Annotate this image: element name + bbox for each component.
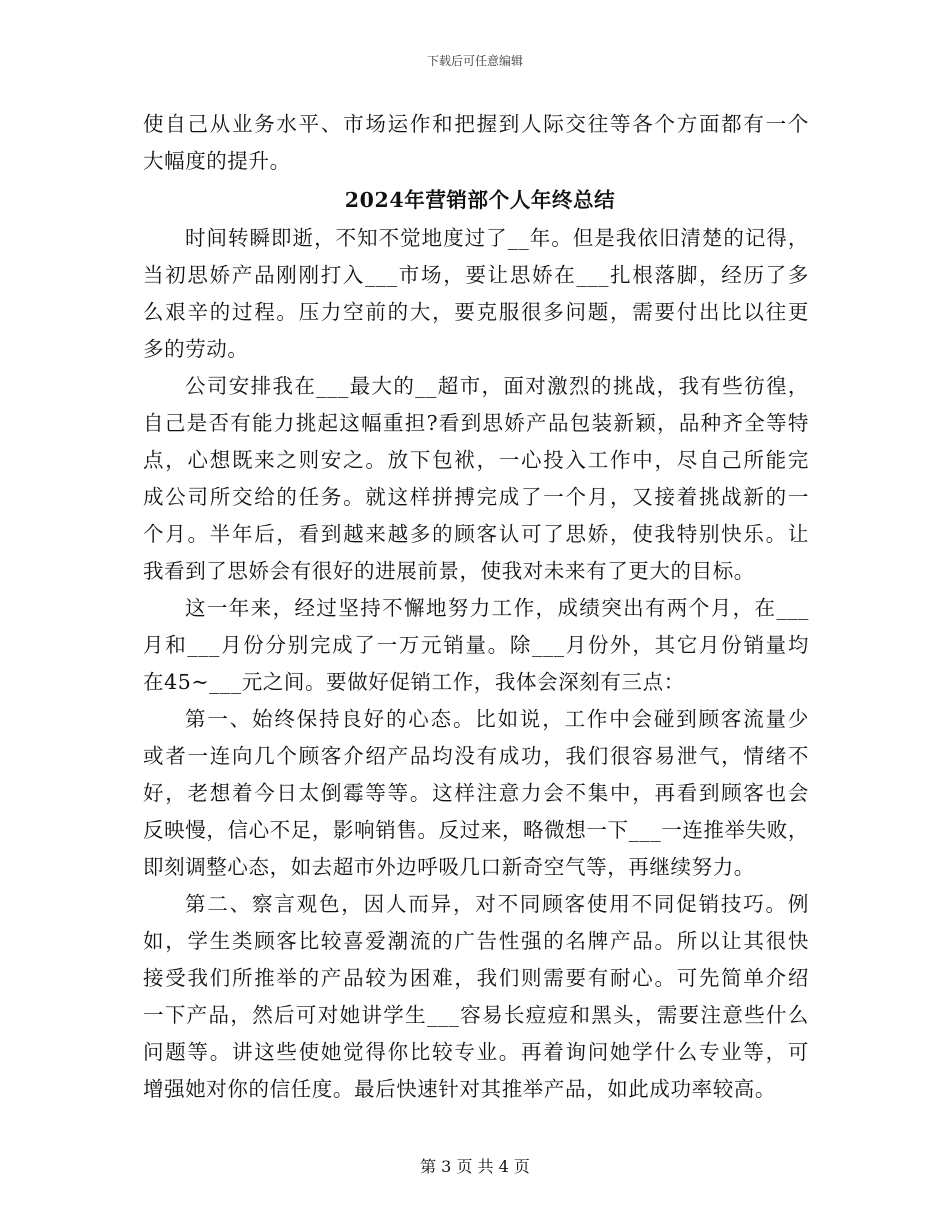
paragraph-line: 第一、始终保持良好的心态。比如说，工作中会碰到顾客流量少 — [185, 707, 809, 731]
paragraph-line: 么艰辛的过程。压力空前的大，要克服很多问题，需要付出比以往更 — [143, 300, 809, 324]
header-note: 下载后可任意编辑 — [426, 54, 523, 68]
paragraph-line: 点，心想既来之则安之。放下包袱，一心投入工作中，尽自己所能完 — [143, 448, 809, 472]
paragraph-line: 我看到了思娇会有很好的进展前景，使我对未来有了更大的目标。 — [143, 559, 755, 583]
document-title: 2024年营销部个人年终总结 — [344, 188, 616, 212]
paragraph-line: 一下产品，然后可对她讲学生___容易长痘痘和黑头，需要注意些什么 — [143, 1003, 809, 1027]
paragraph-line: 问题等。讲这些使她觉得你比较专业。再着询问她学什么专业等，可 — [143, 1040, 809, 1064]
paragraph-line: 当初思娇产品刚刚打入___市场，要让思娇在___扎根落脚，经历了多 — [143, 263, 809, 287]
paragraph-line: 个月。半年后，看到越来越多的顾客认可了思娇，使我特别快乐。让 — [143, 522, 809, 546]
paragraph-line: 即刻调整心态，如去超市外边呼吸几口新奇空气等，再继续努力。 — [143, 855, 755, 879]
paragraph-line: 如，学生类顾客比较喜爱潮流的广告性强的名牌产品。所以让其很快 — [143, 929, 809, 953]
paragraph-line: 自己是否有能力挑起这幅重担?看到思娇产品包装新颖，品种齐全等特 — [143, 411, 809, 435]
paragraph-line: 公司安排我在___最大的__超市，面对激烈的挑战，我有些彷徨， — [185, 374, 809, 398]
paragraph-line: 成公司所交给的任务。就这样拼搏完成了一个月，又接着挑战新的一 — [143, 485, 809, 509]
paragraph-line: 时间转瞬即逝，不知不觉地度过了__年。但是我依旧清楚的记得， — [185, 226, 809, 250]
paragraph-line: 增强她对你的信任度。最后快速针对其推举产品，如此成功率较高。 — [143, 1077, 776, 1101]
paragraph-line: 在45~___元之间。要做好促销工作，我体会深刻有三点： — [143, 670, 685, 694]
page-number: 第 3 页 共 4 页 — [420, 1157, 530, 1176]
paragraph-line: 月和___月份分别完成了一万元销量。除___月份外，其它月份销量均 — [143, 633, 809, 657]
body-line: 使自己从业务水平、市场运作和把握到人际交往等各个方面都有一个 — [143, 112, 809, 136]
paragraph-line: 接受我们所推举的产品较为困难，我们则需要有耐心。可先简单介绍 — [143, 966, 809, 990]
paragraph-line: 好，老想着今日太倒霉等等。这样注意力会不集中，再看到顾客也会 — [143, 781, 809, 805]
document-body — [143, 106, 809, 1108]
paragraph-line: 或者一连向几个顾客介绍产品均没有成功，我们很容易泄气，情绪不 — [143, 744, 809, 768]
paragraph-line: 第二、察言观色，因人而异，对不同顾客使用不同促销技巧。例 — [185, 892, 809, 916]
body-line: 大幅度的提升。 — [143, 149, 291, 173]
paragraph-line: 反映慢，信心不足，影响销售。反过来，略微想一下___一连推举失败， — [143, 818, 809, 842]
paragraph-line: 多的劳动。 — [143, 337, 249, 361]
paragraph-line: 这一年来，经过坚持不懈地努力工作，成绩突出有两个月，在___ — [185, 596, 809, 620]
